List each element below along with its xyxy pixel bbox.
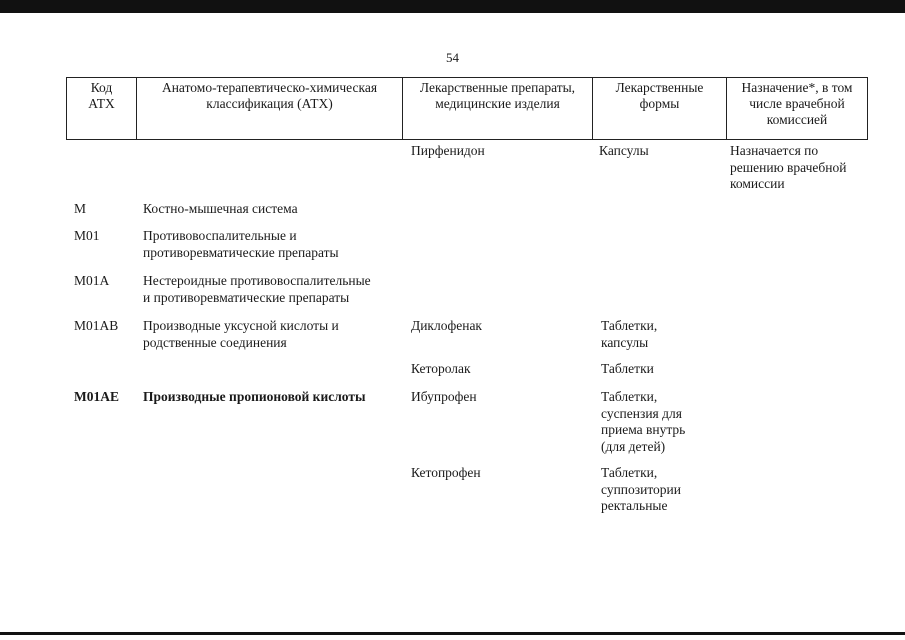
header-code: Код АТХ: [67, 78, 137, 140]
header-classification: Анатомо-терапевтическо-химическая классификация (АТХ): [137, 78, 403, 140]
table-cell-class: Производные пропионовой кислоты: [143, 389, 366, 404]
table-cell-form: Таблетки, суппозитории ректальные: [601, 465, 681, 513]
table-cell-class: Нестероидные противовоспалительные и противоревматические препараты: [143, 273, 371, 305]
table-cell-code: M01A: [74, 273, 110, 288]
table-cell-code: M01: [74, 228, 100, 243]
table-cell-class: Костно-мышечная система: [143, 201, 298, 216]
table-cell-code: М: [74, 201, 87, 216]
bottom-rule: [0, 632, 905, 635]
atx-table-header: [66, 77, 868, 140]
table-cell-drug: Ибупрофен: [411, 389, 477, 404]
header-row: [67, 78, 868, 140]
table-cell-class: Производные уксусной кислоты и родственные соединения: [143, 318, 339, 350]
table-cell-form: Таблетки: [601, 361, 654, 376]
table-cell-class: Противовоспалительные и противоревматические препараты: [143, 228, 339, 260]
page-number: 54: [446, 50, 459, 65]
table-cell-form: Таблетки, капсулы: [601, 318, 658, 350]
table-cell-form: Таблетки, суспензия для приема внутрь (для детей): [601, 389, 686, 454]
header-drugs: Лекарственные препараты, медицинские изделия: [403, 78, 593, 140]
top-rule: [0, 0, 905, 13]
table-cell-code: M01AE: [74, 389, 119, 404]
table-cell-drug: Пирфенидон: [411, 143, 485, 158]
table-cell-form: Капсулы: [599, 143, 649, 158]
table-cell-drug: Диклофенак: [411, 318, 482, 333]
table-cell-note: Назначается по решению врачебной комиссии: [730, 143, 847, 191]
table-cell-drug: Кетопрофен: [411, 465, 481, 480]
table-cell-code: M01AB: [74, 318, 119, 333]
table-cell-drug: Кеторолак: [411, 361, 471, 376]
header-forms: Лекарственные формы: [593, 78, 727, 140]
header-prescription: Назначение*, в том числе врачебной комиссией: [727, 78, 868, 140]
